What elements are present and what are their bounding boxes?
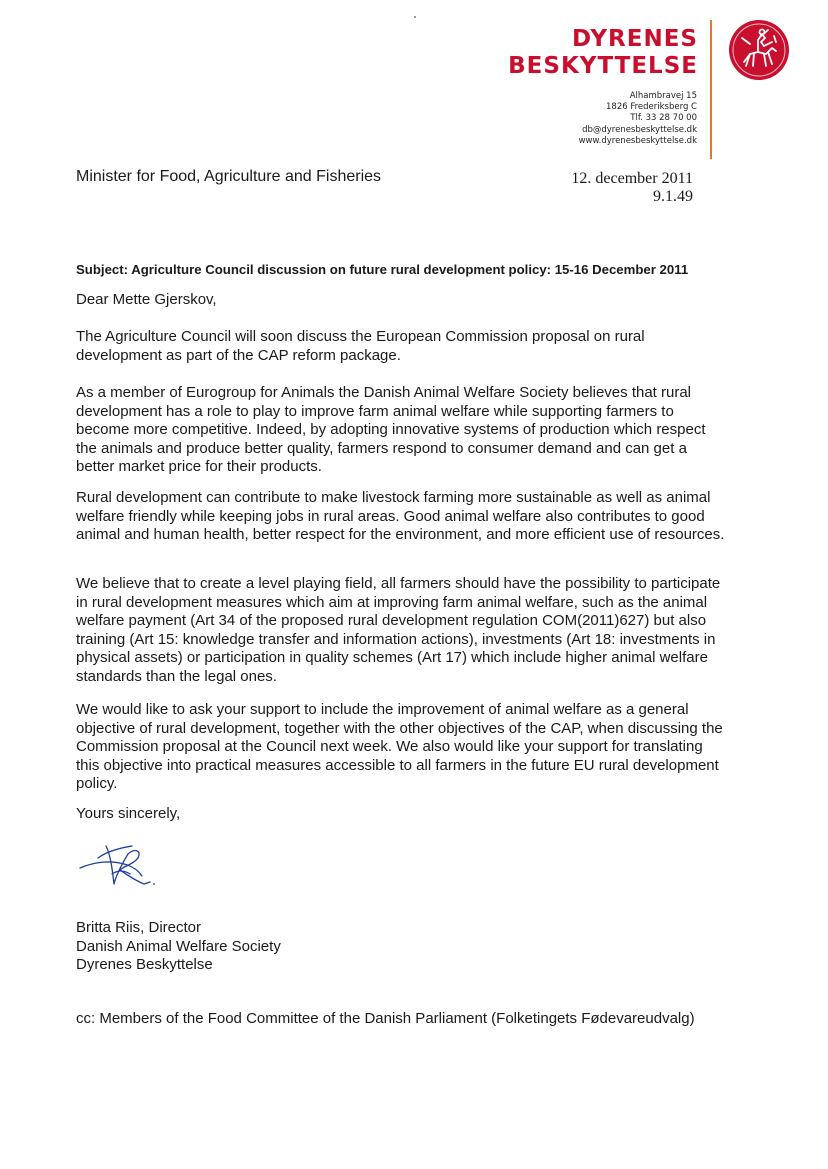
letterhead-contact xyxy=(500,91,697,147)
scan-speck xyxy=(414,16,416,18)
paragraph-5: We would like to ask your support to include the improvement of animal welfare as a general objective of rural development, together with the other objectives of the CAP, when discussing the Commission proposal at the Council next week. We also would like your support for translating this objective into practical measures accessible to all farmers in the future EU rural development policy. xyxy=(76,701,723,793)
date-block xyxy=(480,170,693,206)
contact-website: www.dyrenesbeskyttelse.dk xyxy=(578,135,697,146)
salutation: Dear Mette Gjerskov, xyxy=(76,291,217,308)
subject-line: Subject: Agriculture Council discussion on future rural development policy: 15-16 December 2011 xyxy=(76,262,689,277)
brand-line-2: BESKYTTELSE xyxy=(508,53,698,79)
closing: Yours sincerely, xyxy=(76,805,181,822)
brand-line-1: DYRENES xyxy=(571,26,698,52)
contact-city: 1826 Frederiksberg C xyxy=(606,102,697,113)
signer-name: Britta Riis, Director xyxy=(76,919,202,936)
letterhead-divider xyxy=(710,20,712,159)
paragraph-4: We believe that to create a level playing field, all farmers should have the possibility to participate in rural development measures which aim at improving farm animal welfare, such as the animal welfare payment (Art 34 of the proposed rural development regulation COM(2011)627) but also training (Art 15: knowledge transfer and information actions), investments (Art 18: investments in physical assets) or participation in quality schemes (Art 17) which include higher animal welfare standards than the legal ones. xyxy=(76,575,721,685)
signer-block xyxy=(76,919,281,975)
cc-line: cc: Members of the Food Committee of the Danish Parliament (Folketingets Fødevareudvalg) xyxy=(76,1010,695,1027)
paragraph-3: Rural development can contribute to make livestock farming more sustainable as well as animal welfare friendly while keeping jobs in rural areas. Good animal welfare also contributes to good animal and human health, better respect for the environment, and more efficient use of resources. xyxy=(76,489,725,544)
recipient: Minister for Food, Agriculture and Fisheries xyxy=(76,168,382,185)
society-logo-icon xyxy=(728,18,790,82)
signer-organisation: Danish Animal Welfare Society xyxy=(76,937,281,955)
paragraph-2: As a member of Eurogroup for Animals the Danish Animal Welfare Society believes that rural development has a role to play to improve farm animal welfare while supporting farmers to become more competitive. Indeed, by adopting innovative systems of production which respect the animals and produce better quality, farmers respond to consumer demand and can get a better market price for their products. xyxy=(76,384,706,476)
contact-address: Alhambravej 15 xyxy=(629,91,697,101)
contact-phone: Tlf. 33 28 70 00 xyxy=(630,113,697,124)
brand-name xyxy=(508,26,698,80)
paragraph-1: The Agriculture Council will soon discuss the European Commission proposal on rural development as part of the CAP reform package. xyxy=(76,328,645,364)
signer-organisation-danish: Dyrenes Beskyttelse xyxy=(76,956,213,974)
reference-number: 9.1.49 xyxy=(653,188,693,205)
handwritten-signature xyxy=(76,840,160,894)
letter-date: 12. december 2011 xyxy=(571,170,693,187)
contact-email: db@dyrenesbeskyttelse.dk xyxy=(582,124,697,135)
